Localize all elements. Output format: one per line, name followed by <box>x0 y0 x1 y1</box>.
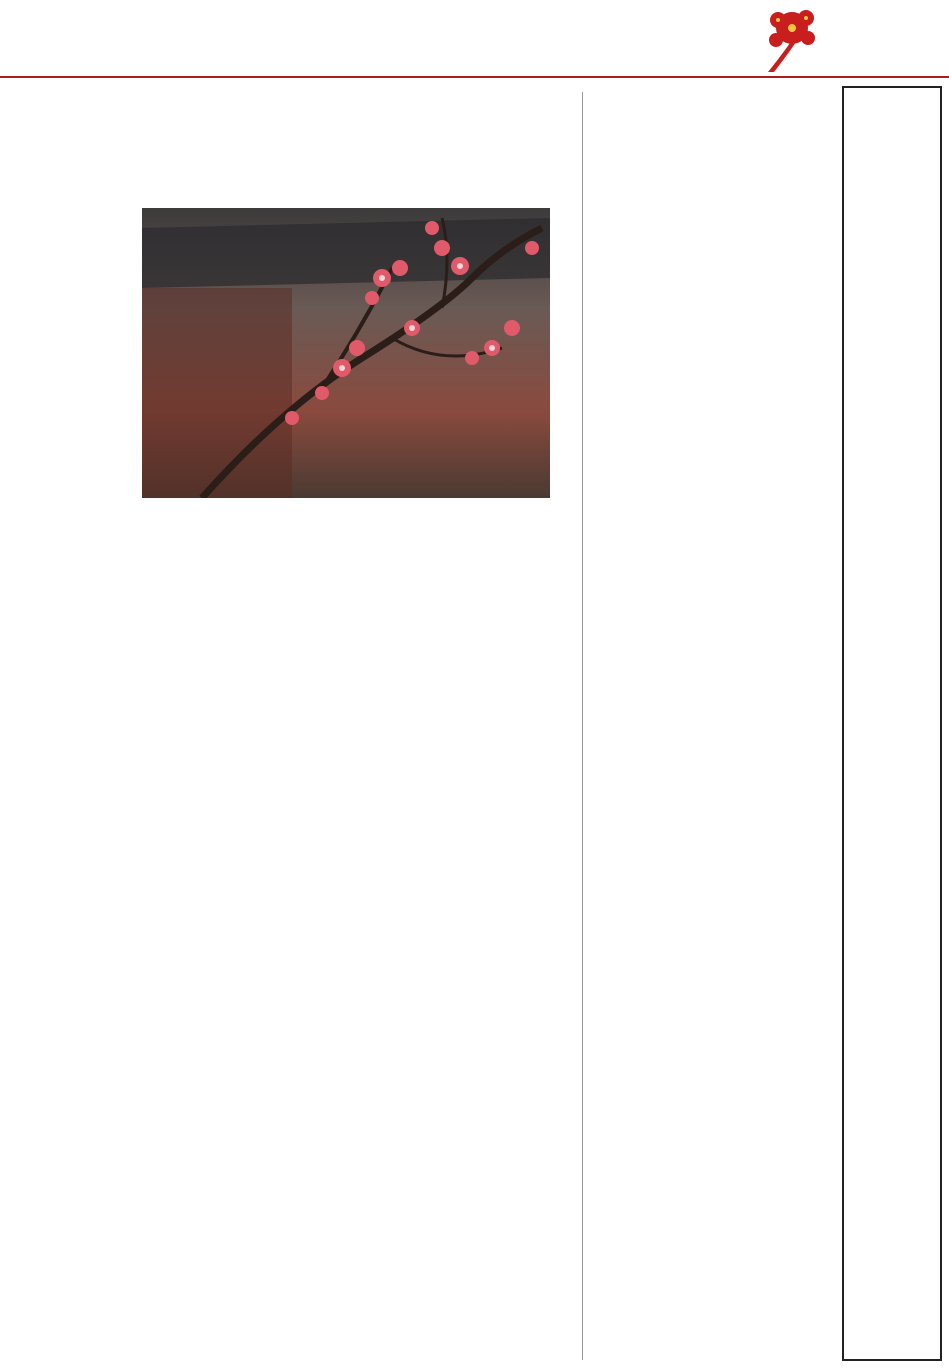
plum-blossom-photo <box>142 208 550 498</box>
article1-column-3 <box>282 500 412 770</box>
column-divider <box>582 92 583 1360</box>
article1-column-2 <box>142 500 270 770</box>
slogan-sidebar <box>842 86 942 1361</box>
article2-column-3 <box>282 898 412 1360</box>
article2-column-4 <box>420 898 550 1360</box>
page-header <box>0 0 949 78</box>
article2-column-2 <box>142 898 270 1360</box>
article1-column-4 <box>420 500 550 770</box>
article2-column-1 <box>8 898 136 1360</box>
article3-column-top <box>648 100 834 656</box>
article1-column-1 <box>8 208 136 768</box>
plum-blossom-logo-icon <box>748 2 832 74</box>
article3-column-bottom <box>596 660 834 1350</box>
